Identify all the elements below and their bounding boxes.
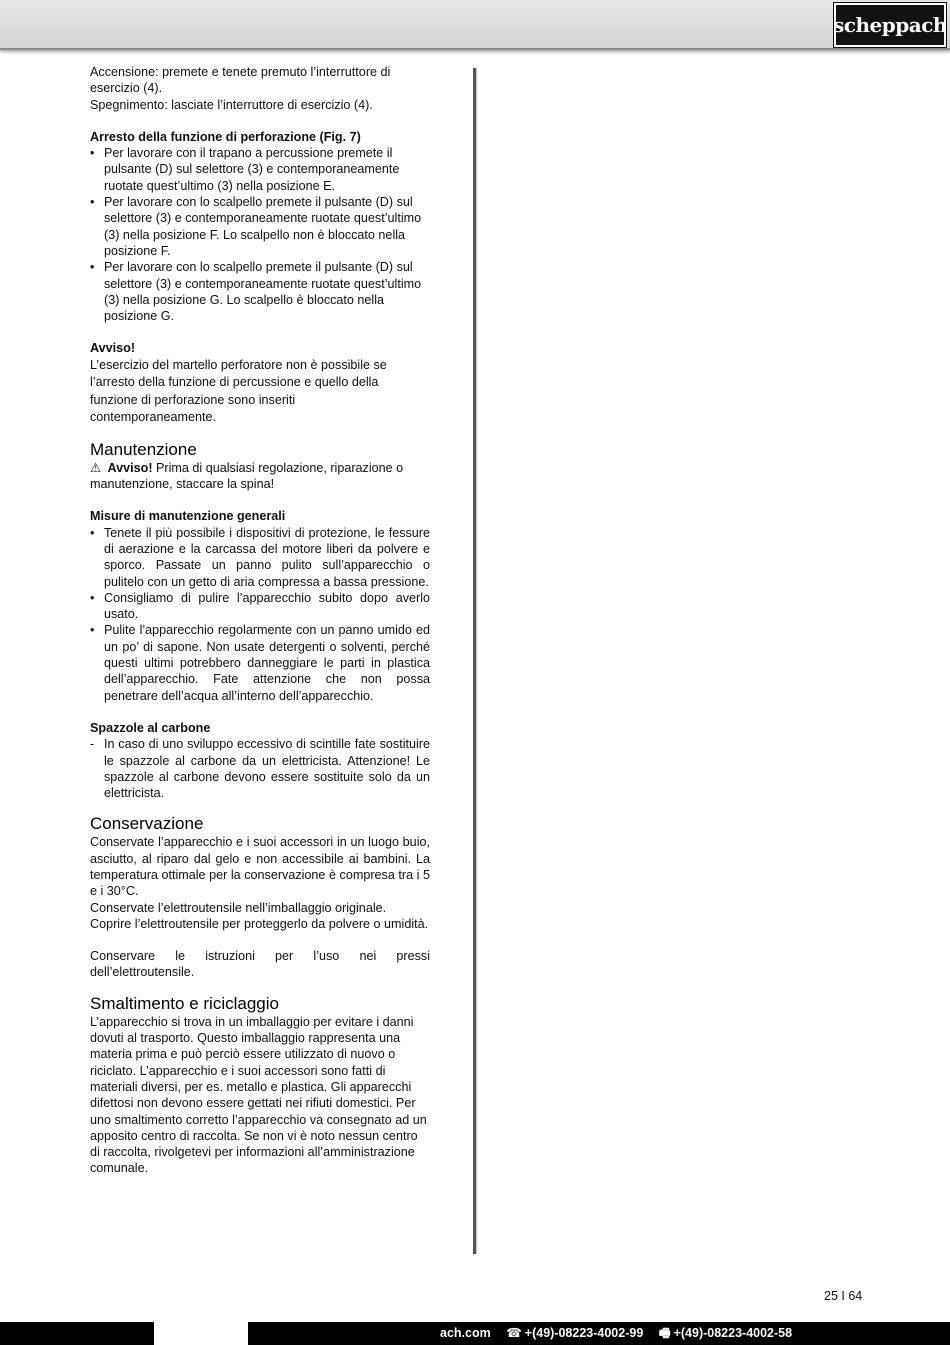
notice-text: L’esercizio del martello perforatore non è possibile se l’arresto della funzione di percussione e quello della funzione di perforazione sono inseriti contemporaneamente.	[90, 357, 387, 425]
header-bar	[0, 0, 950, 50]
storage-text-3: Coprire l’elettroutensile per proteggerlo da polvere o umidità.	[90, 916, 429, 931]
footer-gap	[154, 1322, 248, 1345]
power-off-text: Spegnimento: lasciate l’interruttore di esercizio (4).	[90, 97, 373, 112]
carbon-brushes-heading: Spazzole al carbone	[90, 720, 211, 735]
storage-text-2: Conservate l’elettroutensile nell’imballaggio originale.	[90, 900, 387, 915]
footer-contact	[440, 1324, 804, 1342]
storage-heading: Conservazione	[90, 814, 204, 834]
notice-heading: Avviso!	[90, 341, 136, 356]
brand-logo: scheppach	[834, 3, 946, 47]
maintenance-heading: Manutenzione	[90, 439, 197, 459]
disposal-text: L’apparecchio si trova in un imballaggio per evitare i danni dovuti al trasporto. Questo imballaggio rappresenta una materia prima e può perciò essere utilizzato di nuovo o riciclato. L’apparecchio e i suoi accessori sono fatti di materiali diversi, per es. metallo e plastica. Gli apparecchi difettosi non devono essere gettati nei rifiuti domestici. Per uno smaltimento corretto l’apparecchio va consegnato ad un apposito centro di raccolta. Se non vi è noto nessun centro di raccolta, rivolgetevi per informazioni all’amministrazione comunale.	[90, 1014, 427, 1176]
phone-icon: ☎	[506, 1326, 522, 1340]
general-maintenance-heading: Misure di manutenzione generali	[90, 509, 286, 524]
disposal-heading: Smaltimento e riciclaggio	[90, 993, 279, 1013]
fax-icon: 🖷	[658, 1326, 671, 1340]
drill-stop-heading: Arresto della funzione di perforazione (Fig. 7)	[90, 129, 361, 144]
drill-stop-list	[90, 145, 430, 324]
list-item: • Pulite l’apparecchio regolarmente con un panno umido ed un po’ di sapone. Non usate detergenti o solventi, perché questi ultimi potrebbero danneggiare le parti in plastica dell’apparecchio. Fate attenzione che non possa penetrare dell’acqua all’interno dell’apparecchio.	[90, 623, 430, 703]
power-on-text: Accensione: premete e tenete premuto l’interruttore di esercizio (4).	[90, 65, 391, 96]
list-item: - In caso di uno sviluppo eccessivo di scintille fate sostituire le spazzole al carbone da un elettricista. Attenzione! Le spazzole al carbone devono essere sostituite solo da un elettricista.	[90, 737, 430, 801]
storage-text-4: Conservare le istruzioni per l’uso nei pressi dell’elettroutensile.	[90, 949, 430, 980]
general-maintenance-list	[90, 525, 430, 704]
warning-triangle-icon: ⚠	[90, 460, 102, 475]
column-divider	[473, 68, 476, 1254]
list-item: • Per lavorare con lo scalpello premete il pulsante (D) sul selettore (3) e contemporaneamente ruotate quest’ultimo (3) nella posizione G. Lo scalpello è bloccato nella posizione G.	[90, 260, 422, 324]
footer-website: ach.com	[440, 1326, 491, 1340]
list-item: • Tenete il più possibile i dispositivi di protezione, le fessure di aerazione e la carcassa del motore liberi da polvere e sporco. Passate un panno pulito sull’apparecchio o pulitelo con un getto di aria compressa a bassa pressione.	[90, 525, 430, 589]
footer-fax: +(49)-08223-4002-58	[673, 1326, 793, 1340]
page-number: 25 I 64	[824, 1289, 863, 1303]
carbon-brushes-list	[90, 736, 430, 801]
storage-text-1: Conservate l’apparecchio e i suoi accessori in un luogo buio, asciutto, al riparo dal gelo e non accessibile ai bambini. La temperatura ottimale per la conservazione è compresa tra i 5 e i 30°C.	[90, 835, 430, 899]
maintenance-warning: ⚠ Avviso! Prima di qualsiasi regolazione, riparazione o manutenzione, staccare la spina!	[90, 460, 404, 492]
list-item: • Per lavorare con lo scalpello premete il pulsante (D) sul selettore (3) e contemporaneamente ruotate quest’ultimo (3) nella posizione F. Lo scalpello non è bloccato nella posizione F.	[90, 195, 422, 258]
footer-phone: +(49)-08223-4002-99	[524, 1326, 644, 1340]
list-item: • Per lavorare con il trapano a percussione premete il pulsante (D) sul selettore (3) e contemporaneamente ruotate quest’ultimo (3) nella posizione E.	[90, 146, 400, 193]
text-column	[90, 64, 430, 1177]
list-item: • Consigliamo di pulire l’apparecchio subito dopo averlo usato.	[90, 590, 430, 622]
